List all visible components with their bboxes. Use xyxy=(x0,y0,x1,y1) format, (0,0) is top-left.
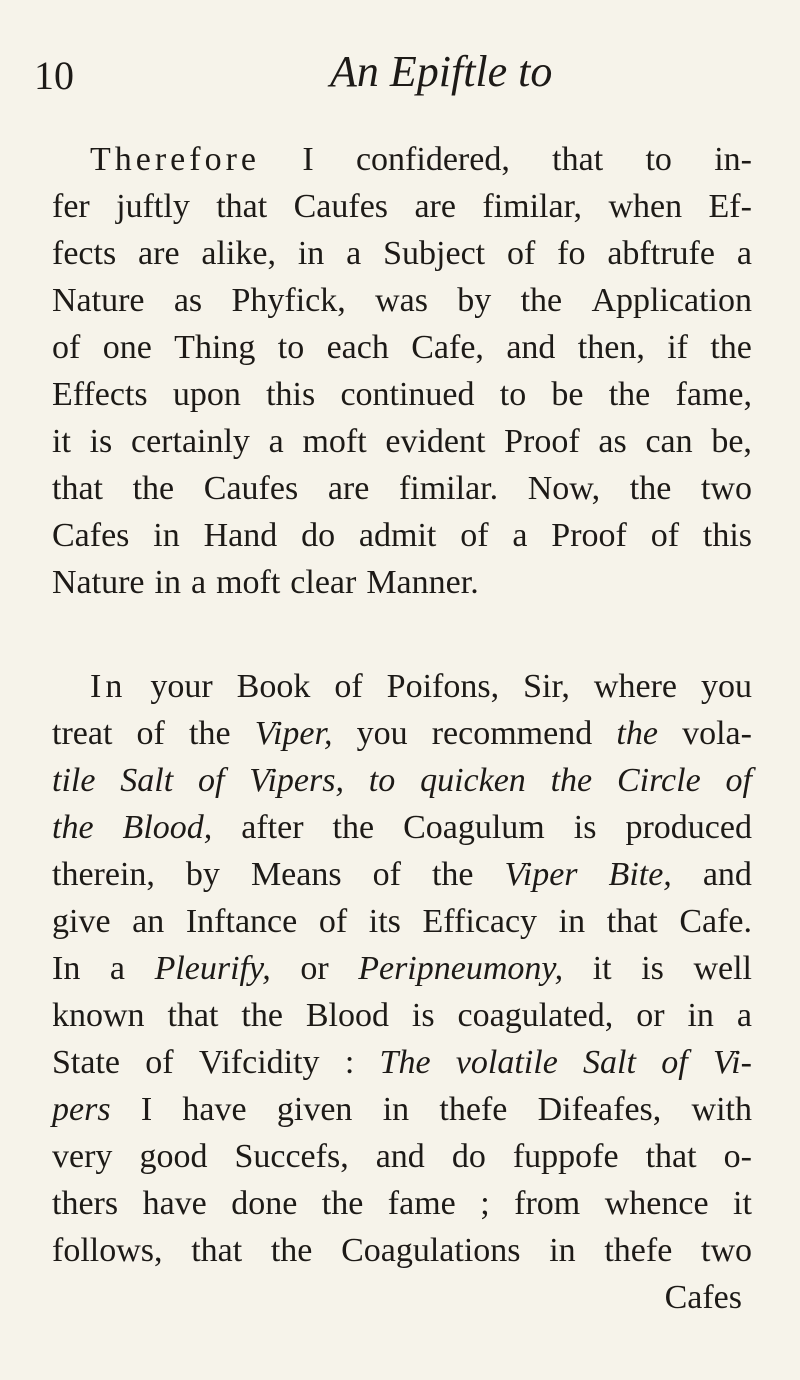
word: Inftance xyxy=(185,903,298,940)
word: the xyxy=(520,282,563,319)
word: the xyxy=(321,1185,364,1222)
text-line xyxy=(52,710,752,757)
word: fimilar, xyxy=(482,188,583,225)
word: this xyxy=(266,376,316,413)
word: by xyxy=(457,282,492,319)
word: Proof xyxy=(504,423,580,460)
word: of xyxy=(334,668,363,705)
word: as xyxy=(598,423,627,460)
text-line xyxy=(52,371,752,418)
word: vola- xyxy=(682,715,752,752)
word: Cafe, xyxy=(411,329,484,366)
word: that xyxy=(606,903,658,940)
word: moft xyxy=(216,564,281,601)
word: or xyxy=(300,950,329,987)
text-line xyxy=(52,1039,752,1086)
word: then, xyxy=(577,329,645,366)
word: fame xyxy=(387,1185,456,1222)
word: in xyxy=(382,1091,410,1128)
word: to xyxy=(499,376,527,413)
word: thers xyxy=(52,1185,119,1222)
text-line xyxy=(52,324,752,371)
word: Hand xyxy=(203,517,278,554)
word: given xyxy=(276,1091,353,1128)
text-line xyxy=(52,277,752,324)
word: the xyxy=(629,470,672,507)
text-line xyxy=(52,512,752,559)
word: from xyxy=(514,1185,581,1222)
word: Blood, xyxy=(122,809,213,846)
text-line xyxy=(52,418,752,465)
word: that xyxy=(167,997,219,1034)
word: of xyxy=(52,329,81,366)
word: Vipers, xyxy=(249,762,344,799)
word: treat xyxy=(52,715,113,752)
word: abftrufe xyxy=(607,235,715,272)
word: that xyxy=(552,141,604,178)
word: the xyxy=(270,1232,313,1269)
word: in xyxy=(687,997,714,1034)
word: in xyxy=(558,903,586,940)
word: Cafe. xyxy=(679,903,752,940)
text-line xyxy=(52,465,752,512)
word: of xyxy=(372,856,401,893)
text-line xyxy=(52,1133,752,1180)
word: Succefs, xyxy=(234,1138,349,1175)
word: two xyxy=(701,1232,752,1269)
word: and xyxy=(506,329,556,366)
word: the xyxy=(710,329,752,366)
text-line xyxy=(52,230,752,277)
word: Subject xyxy=(383,235,486,272)
word: be xyxy=(551,376,584,413)
word: is xyxy=(89,423,113,460)
word: confidered, xyxy=(355,141,510,178)
word: coagulated, xyxy=(457,997,614,1034)
word: In xyxy=(90,668,127,705)
word: or xyxy=(636,997,665,1034)
word: fuppofe xyxy=(512,1138,619,1175)
word: Bite, xyxy=(608,856,672,893)
word: Efficacy xyxy=(422,903,538,940)
text-line xyxy=(52,1180,752,1227)
word: it xyxy=(733,1185,752,1222)
word: I xyxy=(302,141,314,178)
running-head xyxy=(0,38,800,98)
word: are xyxy=(138,235,180,272)
text-line xyxy=(52,757,752,804)
word: that xyxy=(645,1138,697,1175)
word: good xyxy=(139,1138,208,1175)
word: is xyxy=(641,950,664,987)
text-line xyxy=(52,992,752,1039)
word: by xyxy=(185,856,220,893)
word: your xyxy=(150,668,213,705)
word: Vifcidity xyxy=(198,1044,320,1081)
word: in- xyxy=(714,141,752,178)
word: Nature xyxy=(52,564,145,601)
word: a xyxy=(512,517,528,554)
page-number: 10 xyxy=(34,53,74,98)
word: thefe xyxy=(604,1232,673,1269)
text-line xyxy=(52,804,752,851)
word: the xyxy=(616,715,658,752)
word: a xyxy=(190,564,207,601)
word: of xyxy=(661,1044,688,1081)
word: Salt xyxy=(120,762,174,799)
word: was xyxy=(375,282,428,319)
word: continued xyxy=(340,376,475,413)
word: in xyxy=(153,517,180,554)
word: is xyxy=(573,809,597,846)
word: you xyxy=(700,668,752,705)
word: it xyxy=(592,950,612,987)
word: in xyxy=(154,564,181,601)
word: the xyxy=(52,809,94,846)
word: Cafes xyxy=(52,517,130,554)
paragraph-2 xyxy=(52,663,752,1274)
word: to xyxy=(277,329,305,366)
word: Sir, xyxy=(523,668,570,705)
word: : xyxy=(344,1044,355,1081)
word: with xyxy=(691,1091,752,1128)
word: clear xyxy=(290,564,357,601)
word: if xyxy=(667,329,688,366)
word: have xyxy=(142,1185,207,1222)
word: Thing xyxy=(174,329,256,366)
word: Effects xyxy=(52,376,148,413)
word: a xyxy=(109,950,125,987)
word: its xyxy=(368,903,401,940)
word: after xyxy=(241,809,304,846)
body-text xyxy=(52,136,752,1321)
running-title: An Epiftle to xyxy=(330,47,553,96)
paragraph-gap xyxy=(52,606,752,663)
catchword xyxy=(52,1274,752,1321)
word: when xyxy=(608,188,683,225)
word: fer xyxy=(52,188,90,225)
word: done xyxy=(231,1185,298,1222)
word: is xyxy=(411,997,435,1034)
word: can xyxy=(645,423,693,460)
word: be, xyxy=(711,423,752,460)
word: to xyxy=(368,762,396,799)
word: the xyxy=(241,997,283,1034)
word: one xyxy=(102,329,152,366)
word: this xyxy=(702,517,752,554)
word: Cafes xyxy=(664,1279,742,1316)
word: Pleurify, xyxy=(154,950,271,987)
text-line xyxy=(52,663,752,710)
word: Vi- xyxy=(712,1044,752,1081)
word: Salt xyxy=(583,1044,636,1081)
word: alike, xyxy=(201,235,276,272)
word: Means xyxy=(250,856,342,893)
word: evident xyxy=(385,423,486,460)
word: known xyxy=(52,997,145,1034)
word: you xyxy=(356,715,408,752)
word: moft xyxy=(302,423,367,460)
word: tile xyxy=(52,762,96,799)
word: as xyxy=(173,282,203,319)
text-line xyxy=(52,183,752,230)
word: Phyfick, xyxy=(231,282,346,319)
word: therein, xyxy=(52,856,155,893)
word: a xyxy=(736,997,752,1034)
word: the xyxy=(550,762,593,799)
word: fimilar. xyxy=(398,470,499,507)
word: Circle xyxy=(616,762,701,799)
word: do xyxy=(301,517,336,554)
word: an xyxy=(132,903,165,940)
word: The xyxy=(379,1044,431,1081)
word: of xyxy=(650,517,680,554)
word: fame, xyxy=(675,376,752,413)
text-line xyxy=(52,559,752,606)
word: Peripneumony, xyxy=(358,950,564,987)
text-line xyxy=(52,1227,752,1274)
word: certainly xyxy=(131,423,250,460)
word: Application xyxy=(591,282,752,319)
word: Viper xyxy=(504,856,578,893)
word: have xyxy=(182,1091,247,1128)
word: quicken xyxy=(420,762,526,799)
word: Now, xyxy=(527,470,601,507)
word: very xyxy=(52,1138,113,1175)
word: Blood xyxy=(305,997,389,1034)
word: a xyxy=(268,423,284,460)
word: recommend xyxy=(431,715,593,752)
word: Caufes xyxy=(293,188,389,225)
word: of xyxy=(460,517,489,554)
word: and xyxy=(702,856,752,893)
word: ; xyxy=(480,1185,490,1222)
word: volatile xyxy=(455,1044,558,1081)
word: produced xyxy=(625,809,752,846)
word: that xyxy=(52,470,103,507)
word: of xyxy=(318,903,348,940)
word: Caufes xyxy=(203,470,299,507)
word: the xyxy=(189,715,231,752)
word: Nature xyxy=(52,282,145,319)
paragraph-1 xyxy=(52,136,752,606)
word: Proof xyxy=(551,517,627,554)
word: Manner. xyxy=(366,564,479,601)
word: two xyxy=(700,470,752,507)
word: of xyxy=(136,715,165,752)
word: where xyxy=(593,668,677,705)
word: a xyxy=(736,235,752,272)
word: In xyxy=(52,950,81,987)
word: Poifons, xyxy=(386,668,500,705)
word: that xyxy=(216,188,268,225)
word: Coagulum xyxy=(403,809,545,846)
word: do xyxy=(451,1138,486,1175)
word: Difeafes, xyxy=(537,1091,662,1128)
word: and xyxy=(375,1138,425,1175)
word: fects xyxy=(52,235,117,272)
word: give xyxy=(52,903,111,940)
word: the xyxy=(332,809,375,846)
word: upon xyxy=(172,376,241,413)
word: Therefore xyxy=(90,141,261,178)
word: in xyxy=(549,1232,576,1269)
word: I xyxy=(140,1091,153,1128)
word: are xyxy=(414,188,456,225)
word: in xyxy=(297,235,325,272)
text-line xyxy=(52,945,752,992)
word: Coagulations xyxy=(341,1232,521,1269)
word: admit xyxy=(358,517,437,554)
text-line xyxy=(52,1086,752,1133)
word: Ef- xyxy=(708,188,752,225)
word: Viper, xyxy=(254,715,333,752)
word: follows, xyxy=(52,1232,163,1269)
word: of xyxy=(506,235,536,272)
word: it xyxy=(52,423,71,460)
word: that xyxy=(191,1232,243,1269)
word: the xyxy=(431,856,474,893)
text-line xyxy=(52,851,752,898)
word: o- xyxy=(723,1138,752,1175)
word: of xyxy=(145,1044,174,1081)
word: Book xyxy=(236,668,311,705)
word: well xyxy=(693,950,752,987)
word: of xyxy=(725,762,752,799)
text-line xyxy=(52,898,752,945)
word: whence xyxy=(604,1185,709,1222)
word: of xyxy=(197,762,225,799)
word: fo xyxy=(557,235,586,272)
word: juftly xyxy=(116,188,190,225)
word: thefe xyxy=(439,1091,508,1128)
word: a xyxy=(346,235,362,272)
word: to xyxy=(645,141,672,178)
word: State xyxy=(52,1044,120,1081)
word: each xyxy=(326,329,389,366)
text-line xyxy=(52,136,752,183)
word: are xyxy=(327,470,370,507)
word: pers xyxy=(52,1091,111,1128)
word: the xyxy=(132,470,175,507)
word: the xyxy=(608,376,651,413)
